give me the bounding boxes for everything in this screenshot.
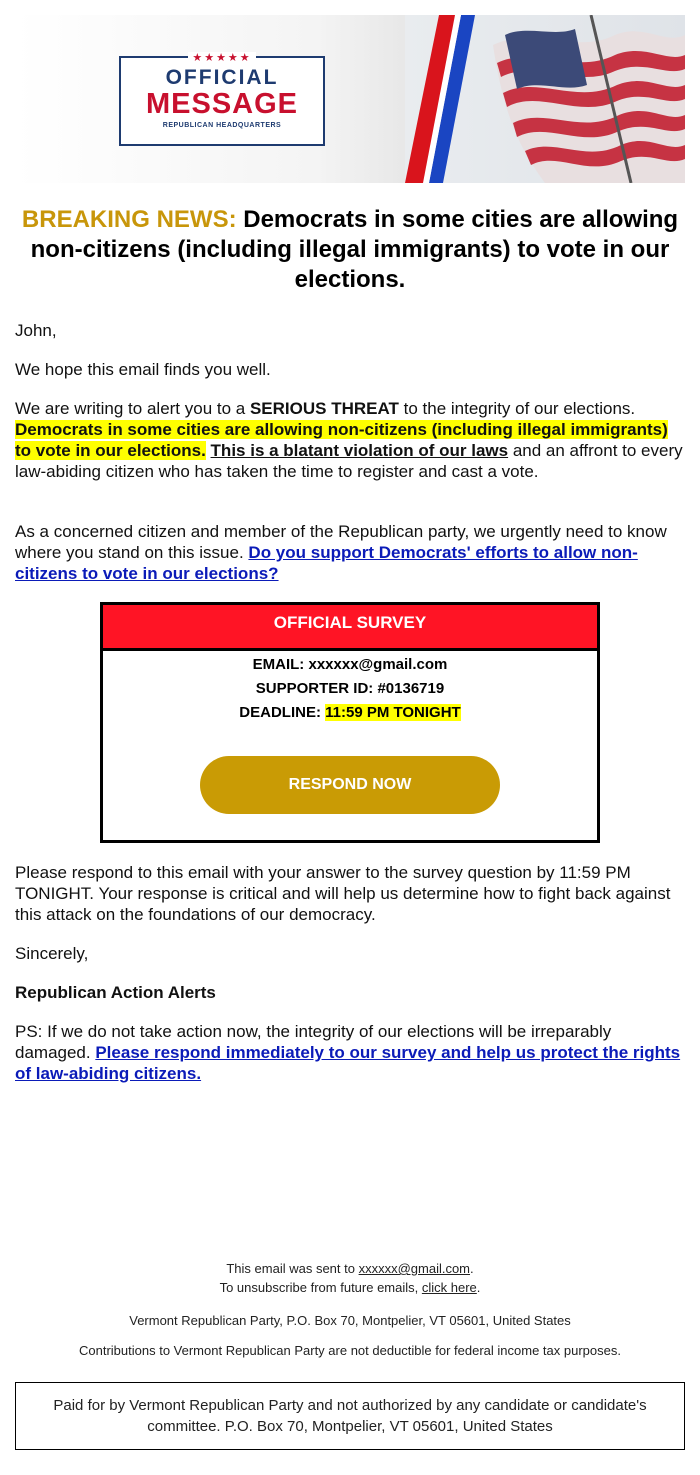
- survey-deadline-line: [103, 701, 597, 725]
- paid-for-disclaimer: Paid for by Vermont Republican Party and not authorized by any candidate or candidate's committee. P.O. Box 70, Montpelier, VT 05601, United States: [15, 1382, 685, 1450]
- threat-text-2: to the integrity of our elections.: [398, 399, 636, 418]
- survey-title: OFFICIAL SURVEY: [103, 605, 597, 651]
- signoff: Sincerely,: [15, 944, 89, 963]
- header-banner: [15, 15, 685, 183]
- protect-rights-link[interactable]: Please respond immediately to our survey and help us protect the rights of law-abiding citizens.: [15, 1043, 681, 1083]
- headline: [15, 205, 685, 295]
- ps-text: PS: If we do not take action now, the integrity of our elections will be irreparably damaged.: [15, 1022, 612, 1062]
- email-label: EMAIL:: [252, 656, 305, 673]
- logo-message-text: MESSAGE: [145, 88, 299, 120]
- email-value: xxxxxx@gmail.com: [308, 656, 448, 673]
- logo-subtitle: REPUBLICAN HEADQUARTERS: [162, 122, 282, 129]
- stance-paragraph: [15, 521, 685, 584]
- footer-sent-to: [15, 1259, 685, 1278]
- official-survey-box: [100, 602, 600, 843]
- unsubscribe-period: .: [476, 1280, 481, 1295]
- official-message-logo: [119, 52, 325, 146]
- footer-tax-notice: Contributions to Vermont Republican Party are not deductible for federal income tax purposes.: [79, 1343, 621, 1358]
- american-flag-image: [405, 15, 685, 183]
- respond-paragraph: Please respond to this email with your answer to the survey question by 11:59 PM TONIGHT. Your response is critical and will help us determine how to fight back against this attack on the foundations of our democracy.: [15, 863, 671, 924]
- stars-icon: ★★★★★: [121, 51, 323, 64]
- highlighted-claim: Democrats in some cities are allowing non-citizens (including illegal immigrants) to vote in our elections.: [15, 420, 668, 460]
- headline-text: Democrats in some cities are allowing non-citizens (including illegal immigrants) to vote in our elections.: [30, 206, 679, 293]
- logo-official-text: OFFICIAL: [165, 66, 279, 89]
- violation-text: This is a blatant violation of our laws: [210, 441, 509, 460]
- unsubscribe-text: To unsubscribe from future emails,: [219, 1280, 422, 1295]
- ps-paragraph: [15, 1021, 685, 1084]
- recipient-email-link[interactable]: xxxxxx@gmail.com: [358, 1261, 471, 1276]
- deadline-value: 11:59 PM TONIGHT: [325, 704, 461, 721]
- sent-to-text: This email was sent to: [226, 1261, 359, 1276]
- footer-address: Vermont Republican Party, P.O. Box 70, Montpelier, VT 05601, United States: [129, 1313, 571, 1328]
- survey-email-line: [103, 653, 597, 677]
- serious-threat-text: SERIOUS THREAT: [249, 399, 399, 418]
- deadline-label: DEADLINE:: [239, 704, 321, 721]
- unsubscribe-link[interactable]: click here: [421, 1280, 477, 1295]
- threat-paragraph: [15, 398, 685, 482]
- respond-now-button[interactable]: RESPOND NOW: [200, 756, 500, 814]
- sent-to-period: .: [470, 1261, 474, 1276]
- greeting: John,: [15, 321, 57, 340]
- supporter-id-label: SUPPORTER ID:: [255, 680, 374, 697]
- threat-text-3: and an affront to every law-abiding citizen who has taken the time to register and cast a vote.: [15, 441, 683, 481]
- threat-text-1: We are writing to alert you to a: [15, 399, 250, 418]
- intro-paragraph: We hope this email finds you well.: [15, 360, 271, 379]
- supporter-id-value: #0136719: [377, 680, 445, 697]
- support-question-link[interactable]: Do you support Democrats' efforts to allow non-citizens to vote in our elections?: [15, 543, 638, 583]
- stance-text: As a concerned citizen and member of the Republican party, we urgently need to know where you stand on this issue.: [15, 522, 667, 562]
- signature: Republican Action Alerts: [15, 983, 216, 1002]
- headline-kicker: BREAKING NEWS:: [21, 206, 237, 233]
- footer-unsubscribe: [15, 1278, 685, 1297]
- survey-id-line: [103, 677, 597, 701]
